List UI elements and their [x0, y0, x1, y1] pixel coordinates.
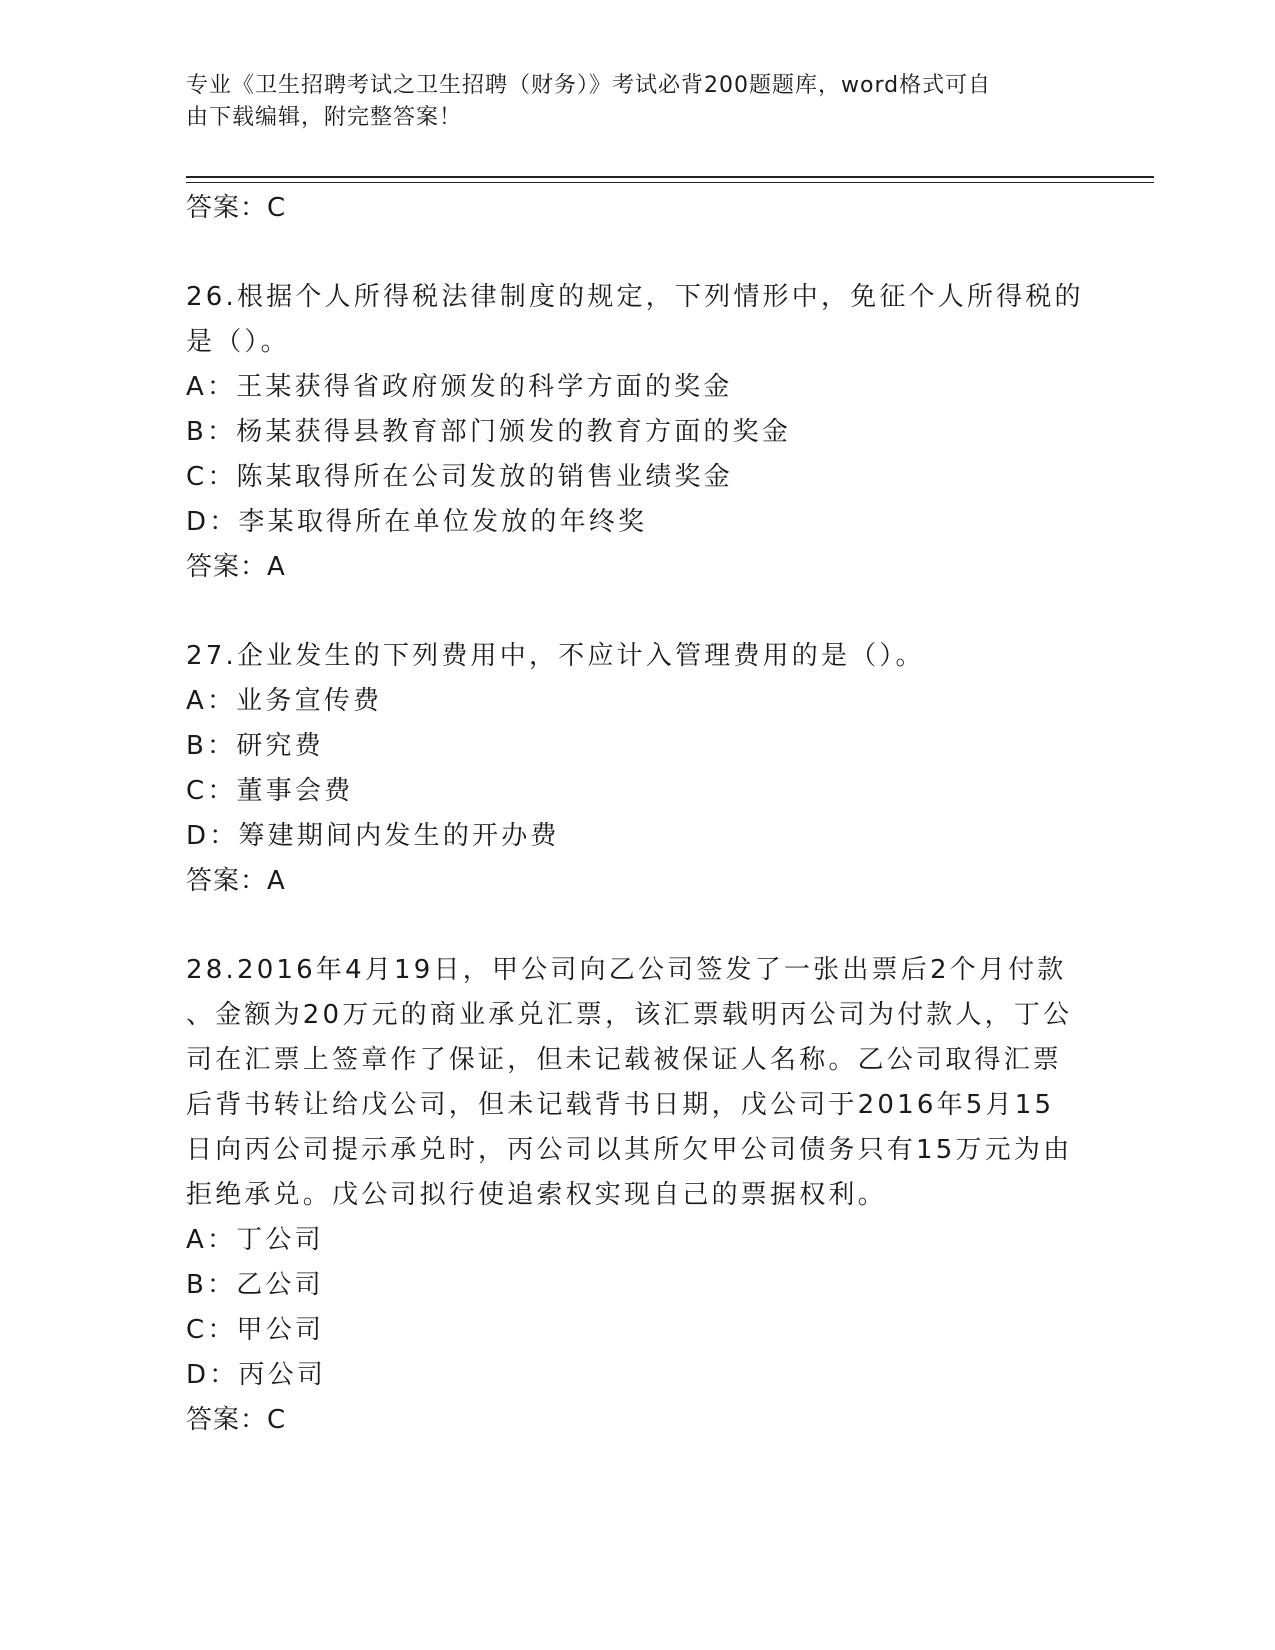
header-rule-thin: [186, 182, 1154, 183]
question-text: 28.2016年4月19日，甲公司向乙公司签发了一张出票后2个月付款: [186, 955, 1067, 985]
option-c: C：甲公司: [186, 1315, 325, 1345]
question-28: [186, 948, 1086, 1443]
answer-line: 答案：C: [186, 1405, 287, 1435]
option-d: D：丙公司: [186, 1360, 327, 1390]
document-body: [186, 186, 1086, 1443]
answer-line: 答案：C: [186, 193, 287, 223]
option-b: B：杨某获得县教育部门颁发的教育方面的奖金: [186, 417, 792, 447]
question-text: 司在汇票上签章作了保证，但未记载被保证人名称。乙公司取得汇票: [186, 1045, 1063, 1075]
question-text: 日向丙公司提示承兑时，丙公司以其所欠甲公司债务只有15万元为由: [186, 1135, 1073, 1165]
option-a: A：业务宣传费: [186, 686, 383, 716]
option-a: A：王某获得省政府颁发的科学方面的奖金: [186, 372, 733, 402]
option-d: D：李某取得所在单位发放的年终奖: [186, 507, 648, 537]
answer-line: 答案：A: [186, 866, 286, 896]
option-c: C：陈某取得所在公司发放的销售业绩奖金: [186, 462, 733, 492]
option-d: D：筹建期间内发生的开办费: [186, 821, 560, 851]
header-rule-thick: [186, 176, 1154, 178]
option-a: A：丁公司: [186, 1225, 324, 1255]
answer-line: 答案：A: [186, 552, 286, 582]
question-27: [186, 634, 1086, 904]
document-header: [186, 70, 1066, 134]
question-text: 27.企业发生的下列费用中，不应计入管理费用的是（）。: [186, 641, 925, 671]
header-line-1: 专业《卫生招聘考试之卫生招聘（财务）》考试必背200题题库，word格式可自: [186, 73, 992, 98]
question-text: 拒绝承兑。戊公司拟行使追索权实现自己的票据权利。: [186, 1180, 887, 1210]
header-line-2: 由下载编辑，附完整答案！: [186, 105, 463, 130]
option-c: C：董事会费: [186, 776, 354, 806]
option-b: B：研究费: [186, 731, 324, 761]
option-b: B：乙公司: [186, 1270, 324, 1300]
question-text: 后背书转让给戊公司，但未记载背书日期，戊公司于2016年5月15: [186, 1090, 1055, 1120]
question-text: 26.根据个人所得税法律制度的规定，下列情形中，免征个人所得税的: [186, 282, 1084, 312]
question-26: [186, 275, 1086, 590]
question-text: 、金额为20万元的商业承兑汇票，该汇票载明丙公司为付款人，丁公: [186, 1000, 1073, 1030]
question-text: 是（）。: [186, 327, 290, 357]
